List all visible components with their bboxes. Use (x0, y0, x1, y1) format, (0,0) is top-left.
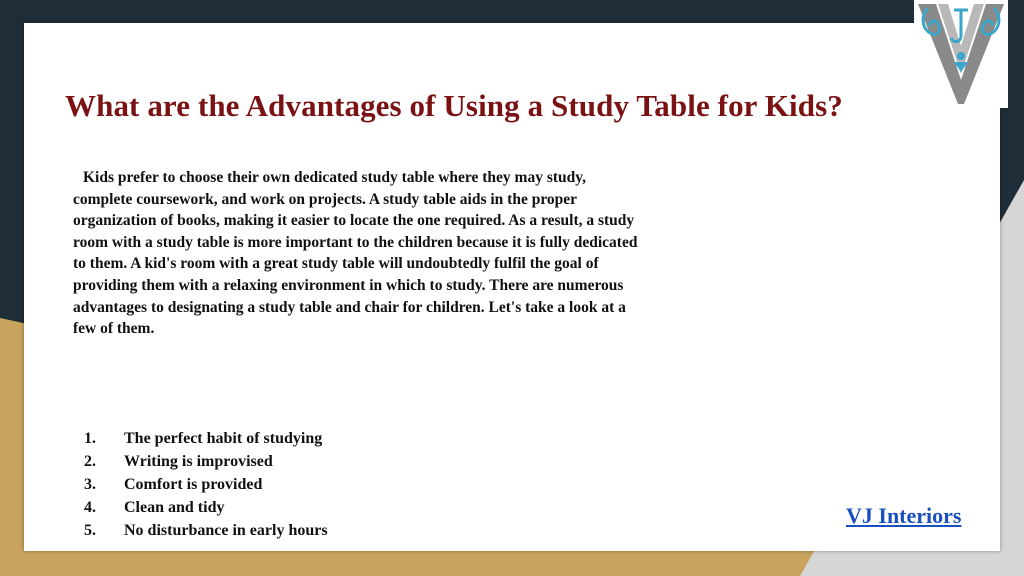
vj-interiors-logo-icon (914, 0, 1008, 108)
list-item-number: 5. (84, 521, 96, 539)
list-item (84, 428, 328, 451)
list-item-number: 4. (84, 498, 96, 516)
advantages-list (84, 428, 328, 542)
list-item (84, 451, 328, 474)
list-item (84, 474, 328, 497)
list-item-text: Writing is improvised (124, 453, 273, 471)
list-item-text: No disturbance in early hours (124, 521, 328, 539)
vj-interiors-link[interactable]: VJ Interiors (846, 503, 962, 528)
intro-paragraph: Kids prefer to choose their own dedicated study table where they may study, complete coursework, and work on projects. A study table aids in the proper organization of books, making it easier to locate the one required. As a result, a study room with a study table is more important to the children because it is fully dedicated to them. A kid's room with a great study table will undoubtedly fulfil the goal of providing them with a relaxing environment in which to study. There are numerous advantages to designating a study table and chair for children. Let's take a look at a few of them. (73, 169, 638, 338)
list-item-text: Comfort is provided (124, 475, 263, 493)
list-item (84, 519, 328, 542)
list-item-number: 2. (84, 453, 96, 471)
list-item (84, 496, 328, 519)
list-item-number: 3. (84, 475, 96, 493)
list-item-text: The perfect habit of studying (124, 430, 323, 448)
list-item-number: 1. (84, 430, 96, 448)
list-item-text: Clean and tidy (124, 498, 225, 516)
slide-title: What are the Advantages of Using a Study Table for Kids? (65, 88, 843, 123)
